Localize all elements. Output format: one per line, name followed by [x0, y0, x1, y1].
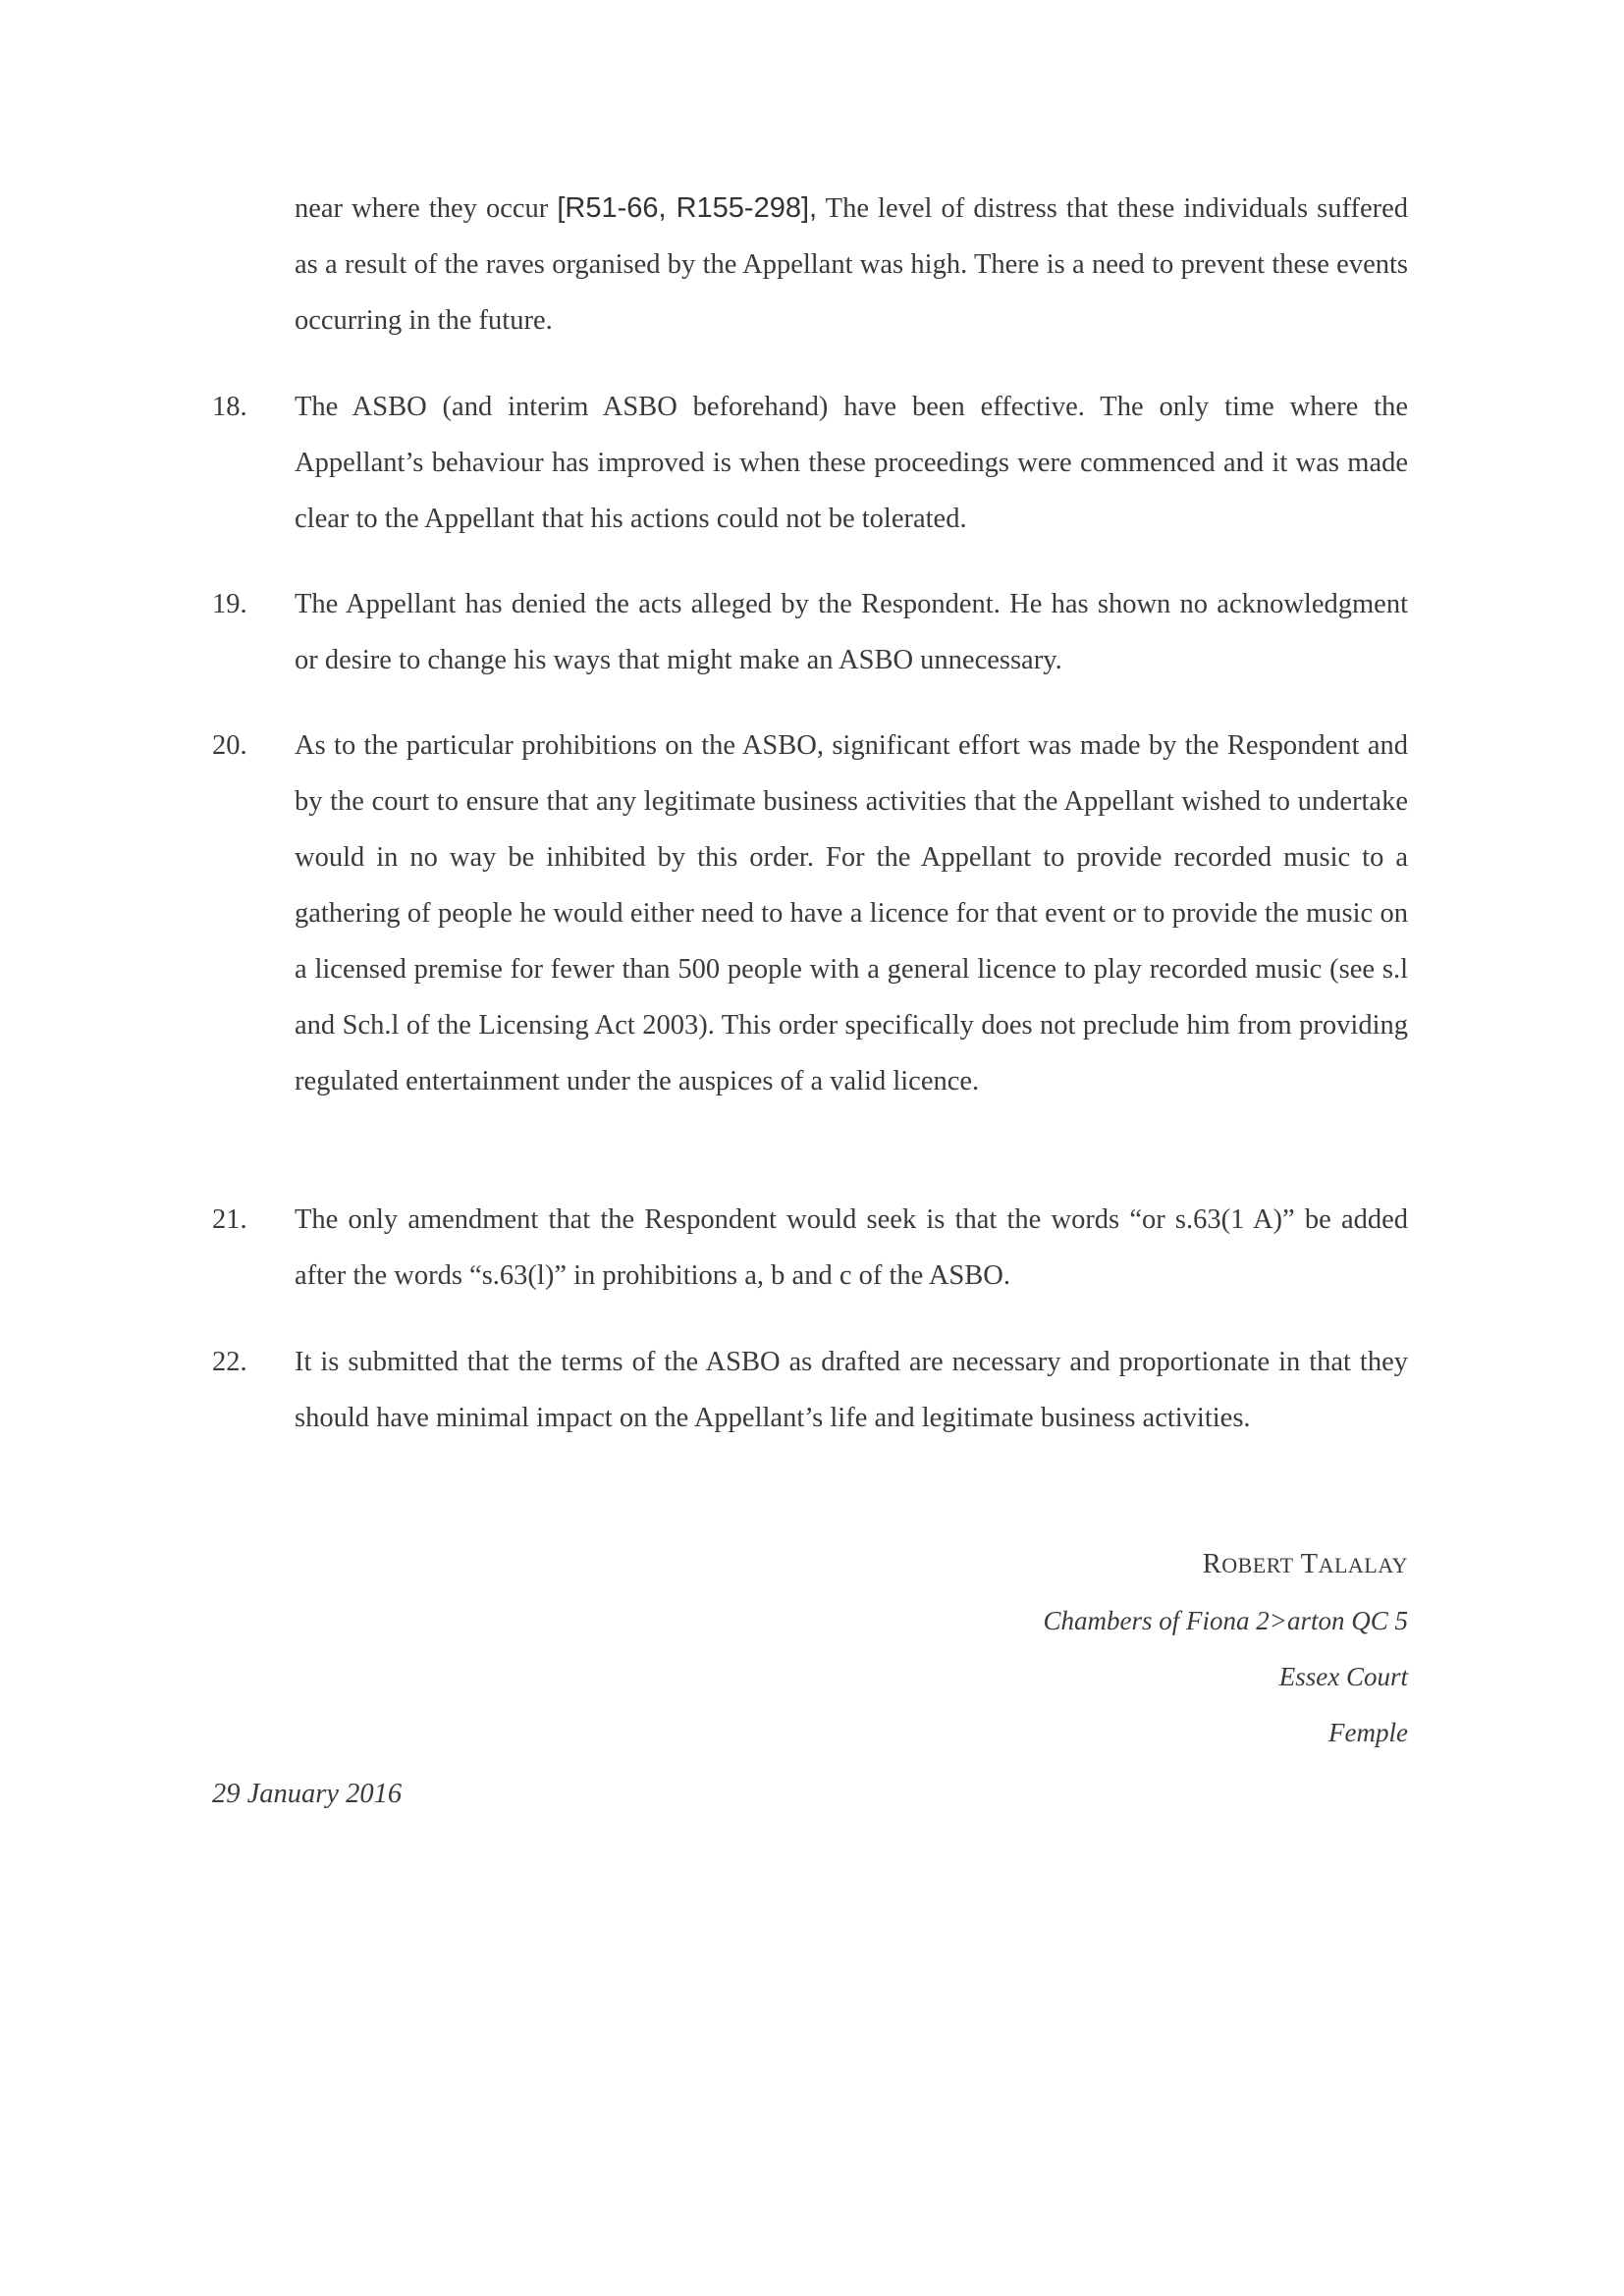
signatory-name [1044, 1536, 1409, 1593]
paragraph-text: The only amendment that the Respondent would seek is that the words “or s.63(1 A)” be added after the words “s.63(l)” in prohibitions a, b and c of the ASBO. [295, 1204, 1408, 1291]
paragraph-18 [212, 379, 1408, 547]
chambers-line: Chambers of Fiona 2>arton QC 5 [1043, 1606, 1408, 1635]
signature-block [1044, 1536, 1409, 1761]
intro-text-after-ref: The level of distress that these individuals suffered as a result of the raves organised by the Appellant was high. There is a need to prevent these events occurring in the future. [295, 193, 1408, 336]
address-line: Femple [1328, 1718, 1408, 1747]
name-smallcaps: OBERT [1221, 1553, 1294, 1577]
paragraph-text [295, 181, 1408, 348]
paragraph-number: 18. [212, 392, 247, 422]
paragraph-17-continuation [212, 181, 1408, 348]
paragraph-19 [212, 576, 1408, 688]
address-line: Essex Court [1278, 1662, 1408, 1691]
paragraph-text: The Appellant has denied the acts alleged by the Respondent. He has shown no acknowledgment or desire to change his ways that might make an ASBO unnecessary. [295, 589, 1408, 675]
name-smallcaps: ALALAY [1318, 1553, 1408, 1577]
intro-text-before-ref: near where they occur [295, 193, 558, 224]
paragraph-text: The ASBO (and interim ASBO beforehand) have been effective. The only time where the Appellant’s behaviour has improved is when these proceedings were commenced and it was made clear to the Appellant that his actions could not be tolerated. [295, 392, 1408, 534]
paragraph-text: As to the particular prohibitions on the ASBO, significant effort was made by the Respondent and by the court to ensure that any legitimate business activities that the Appellant wished to undertake would in no way be inhibited by this order. For the Appellant to provide recorded music to a gathering of people he would either need to have a licence for that event or to provide the music on a licensed premise for fewer than 500 people with a general licence to play recorded music (see s.l and Sch.l of the Licensing Act 2003). This order specifically does not preclude him from providing regulated entertainment under the auspices of a valid licence. [295, 730, 1408, 1096]
paragraph-number: 22. [212, 1347, 247, 1377]
paragraph-20 [212, 718, 1408, 1109]
paragraph-number: 20. [212, 730, 247, 761]
paragraph-number: 21. [212, 1204, 247, 1235]
record-reference: [R51-66, R155-298], [557, 192, 818, 224]
paragraph-number: 19. [212, 589, 247, 619]
name-initial: T [1300, 1549, 1319, 1579]
paragraph-22 [212, 1334, 1408, 1446]
document-date: 29 January 2016 [212, 1779, 403, 1809]
name-initial: R [1202, 1549, 1222, 1579]
paragraph-text: It is submitted that the terms of the ASBO as drafted are necessary and proportionate in that they should have minimal impact on the Appellant’s life and legitimate business activities. [295, 1347, 1408, 1433]
paragraph-21 [212, 1192, 1408, 1304]
